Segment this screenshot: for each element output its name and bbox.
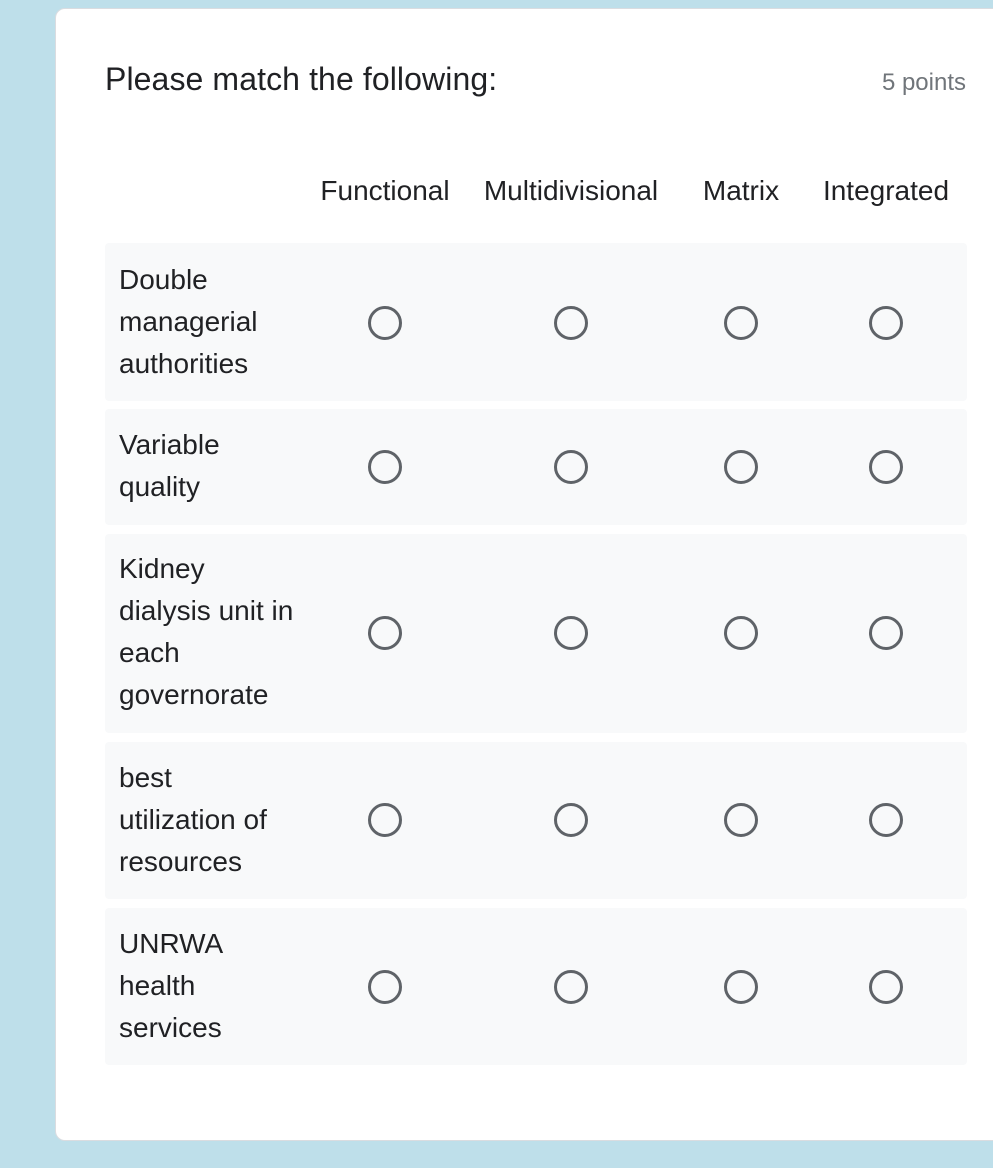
points-label: 5 points xyxy=(881,69,966,96)
radio-row4-multidivisional[interactable] xyxy=(554,803,588,837)
radio-row1-functional[interactable] xyxy=(368,306,402,340)
radio-row2-integrated[interactable] xyxy=(869,450,903,484)
radio-row3-multidivisional[interactable] xyxy=(554,616,588,650)
row-label: UNRWA health services xyxy=(119,928,222,1043)
radio-row3-functional[interactable] xyxy=(368,616,402,650)
radio-row1-integrated[interactable] xyxy=(869,306,903,340)
row-label: Double managerial authorities xyxy=(119,264,258,379)
column-header-integrated: Integrated xyxy=(822,175,950,206)
row-label: best utilization of resources xyxy=(119,762,267,877)
radio-row4-matrix[interactable] xyxy=(724,803,758,837)
column-header-multidivisional: Multidivisional xyxy=(483,175,659,206)
radio-row1-multidivisional[interactable] xyxy=(554,306,588,340)
radio-row3-integrated[interactable] xyxy=(869,616,903,650)
radio-row1-matrix[interactable] xyxy=(724,306,758,340)
radio-row5-matrix[interactable] xyxy=(724,970,758,1004)
radio-row4-functional[interactable] xyxy=(368,803,402,837)
question-title: Please match the following: xyxy=(105,61,498,97)
grid-row-best-utilization-of-resources xyxy=(105,742,967,899)
grid-row-kidney-dialysis-unit xyxy=(105,534,967,733)
row-label: Kidney dialysis unit in each governorate xyxy=(119,553,294,710)
question-card xyxy=(55,8,993,1141)
grid-row-variable-quality xyxy=(105,409,967,525)
radio-row5-multidivisional[interactable] xyxy=(554,970,588,1004)
column-header-matrix: Matrix xyxy=(702,175,780,206)
column-header-functional: Functional xyxy=(320,175,450,206)
radio-row5-functional[interactable] xyxy=(368,970,402,1004)
radio-row2-matrix[interactable] xyxy=(724,450,758,484)
radio-row2-functional[interactable] xyxy=(368,450,402,484)
row-label: Variable quality xyxy=(119,429,220,502)
radio-row2-multidivisional[interactable] xyxy=(554,450,588,484)
grid-row-unrwa-health-services xyxy=(105,908,967,1065)
radio-row3-matrix[interactable] xyxy=(724,616,758,650)
radio-row5-integrated[interactable] xyxy=(869,970,903,1004)
radio-row4-integrated[interactable] xyxy=(869,803,903,837)
grid-row-double-managerial-authorities xyxy=(105,243,967,401)
